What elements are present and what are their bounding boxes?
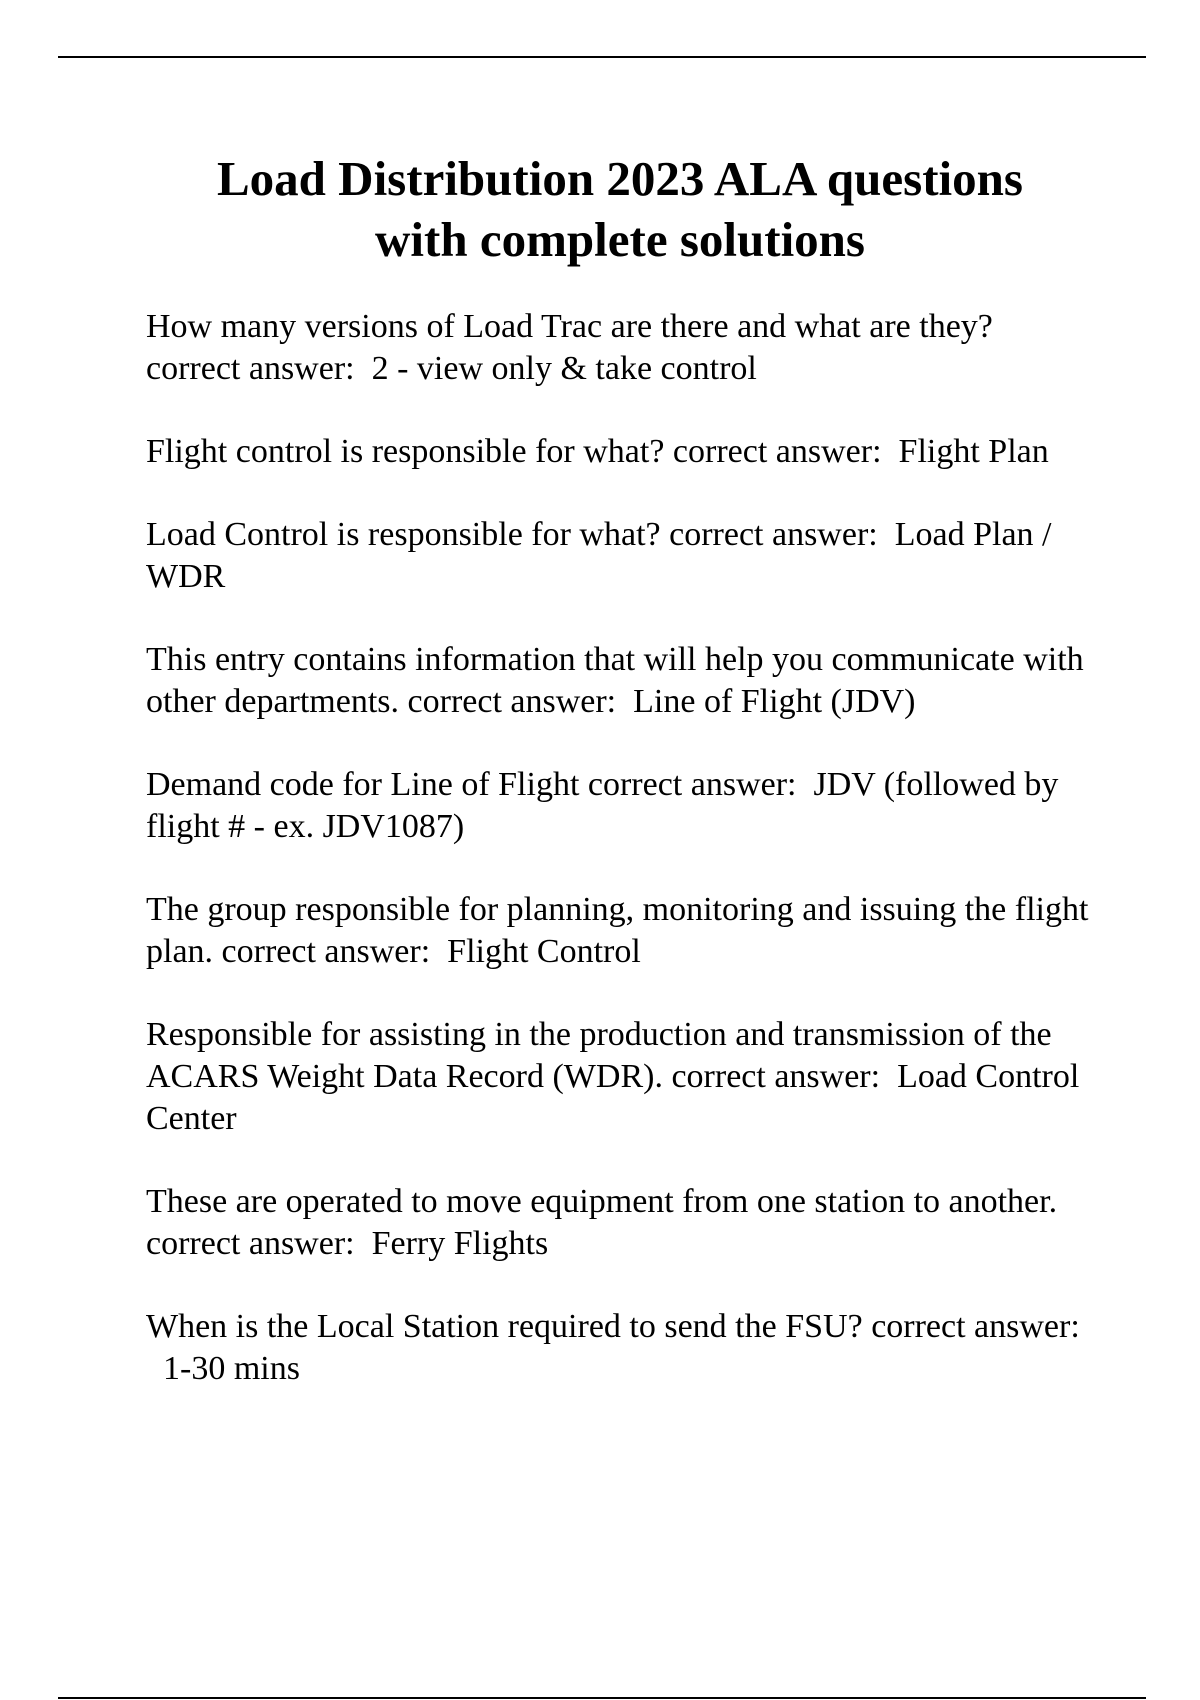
qa-item <box>146 639 1091 723</box>
answer-label: correct answer: <box>669 516 878 553</box>
answer-label: correct answer: <box>407 683 617 720</box>
answer-label: correct answer: <box>221 933 431 970</box>
answer-label: correct answer: <box>672 433 882 470</box>
top-rule <box>58 56 1146 58</box>
qa-list <box>146 306 1091 1431</box>
qa-item <box>146 1181 1091 1265</box>
question-text: How many versions of Load Trac are there and what are they? <box>146 308 993 345</box>
question-text: Demand code for Line of Flight <box>146 766 580 803</box>
answer-text: Load Control Center <box>146 1058 1080 1137</box>
answer-label: correct answer: <box>871 1308 1080 1345</box>
qa-item <box>146 764 1091 848</box>
answer-label: correct answer: <box>146 1225 355 1262</box>
title-line-2: with complete solutions <box>375 212 865 267</box>
title-line-1: Load Distribution 2023 ALA questions <box>217 151 1023 206</box>
answer-text: 2 - view only & take control <box>371 350 757 387</box>
qa-item <box>146 1014 1091 1140</box>
answer-text: Flight Plan <box>898 433 1049 470</box>
qa-item <box>146 889 1091 973</box>
qa-item <box>146 1306 1091 1390</box>
question-text: When is the Local Station required to send the FSU? <box>146 1308 863 1345</box>
answer-label: correct answer: <box>587 766 797 803</box>
answer-text: 1-30 mins <box>163 1350 300 1387</box>
question-text: Load Control is responsible for what? <box>146 516 661 553</box>
question-text: The group responsible for planning, monitoring and issuing the flight plan. <box>146 891 1089 970</box>
answer-text: Flight Control <box>447 933 641 970</box>
answer-text: Load Plan / WDR <box>146 516 1052 595</box>
question-text: This entry contains information that will help you communicate with other departments. <box>146 641 1084 720</box>
qa-item <box>146 431 1091 473</box>
answer-text: Ferry Flights <box>371 1225 549 1262</box>
document-title <box>100 148 1140 270</box>
bottom-rule <box>58 1697 1146 1699</box>
answer-text: JDV (followed by flight # - ex. JDV1087) <box>146 766 1059 845</box>
qa-item <box>146 306 1091 390</box>
question-text: Flight control is responsible for what? <box>146 433 665 470</box>
question-text: Responsible for assisting in the production and transmission of the ACARS Weight Data Record (WDR). <box>146 1016 1052 1095</box>
answer-text: Line of Flight (JDV) <box>633 683 916 720</box>
answer-label: correct answer: <box>146 350 355 387</box>
answer-label: correct answer: <box>671 1058 881 1095</box>
question-text: These are operated to move equipment from one station to another. <box>146 1183 1058 1220</box>
qa-item <box>146 514 1091 598</box>
